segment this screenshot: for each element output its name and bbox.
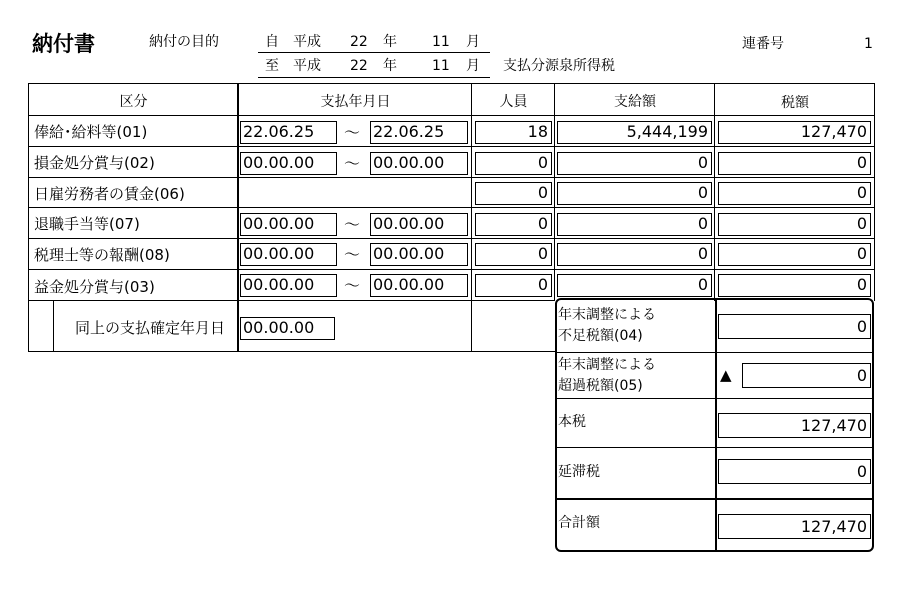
grid-line — [471, 83, 472, 352]
triangle-marker-icon: ▲ — [720, 366, 732, 384]
grid-line — [714, 83, 715, 301]
tax-accountant-tilde: ～ — [344, 245, 361, 264]
header-payment-date: 支払年月日 — [320, 94, 391, 110]
profit-bonus-tax[interactable]: 0 — [718, 274, 871, 297]
deductible-bonus-amount[interactable]: 0 — [557, 152, 712, 175]
retirement-from-date[interactable]: 00.00.00 — [240, 213, 337, 236]
daily-wage-tax[interactable]: 0 — [718, 182, 871, 205]
excess-label-line1: 年末調整による — [558, 357, 656, 373]
header-amount: 支給額 — [614, 94, 656, 110]
header-category: 区分 — [119, 94, 148, 110]
confirm-date-field[interactable]: 00.00.00 — [240, 317, 335, 340]
tax-accountant-from-date[interactable]: 00.00.00 — [240, 243, 337, 266]
summary-row-line — [557, 352, 872, 353]
period-to-label: 至 — [265, 58, 279, 74]
main-tax-label: 本税 — [558, 414, 586, 430]
daily-wage-amount[interactable]: 0 — [557, 182, 712, 205]
deductible-bonus-tilde: ～ — [344, 154, 361, 173]
grid-line — [28, 269, 875, 270]
salary-tilde: ～ — [344, 123, 361, 142]
header-people: 人員 — [499, 94, 528, 110]
row-label-daily-wage: 日雇労務者の賃金(06) — [34, 185, 185, 203]
shortage-label-line2: 不足税額(04) — [558, 328, 643, 344]
shortage-label-line1: 年末調整による — [558, 307, 656, 323]
deductible-bonus-to-date[interactable]: 00.00.00 — [370, 152, 468, 175]
daily-wage-people[interactable]: 0 — [475, 182, 552, 205]
salary-people[interactable]: 18 — [475, 121, 552, 144]
period-to-month-unit: 月 — [466, 58, 480, 74]
retirement-to-date[interactable]: 00.00.00 — [370, 213, 468, 236]
retirement-tilde: ～ — [344, 215, 361, 234]
excess-value[interactable]: 0 — [742, 363, 871, 388]
main-tax-value[interactable]: 127,470 — [718, 413, 871, 438]
tax-accountant-amount[interactable]: 0 — [557, 243, 712, 266]
salary-amount[interactable]: 5,444,199 — [557, 121, 712, 144]
salary-tax[interactable]: 127,470 — [718, 121, 871, 144]
serial-label: 連番号 — [742, 36, 784, 52]
period-from-era: 平成 — [293, 34, 321, 50]
row-label-deductible-bonus: 損金処分賞与(02) — [34, 154, 155, 172]
header-tax: 税額 — [781, 95, 809, 111]
grid-line — [28, 83, 875, 84]
period-from-underline — [258, 52, 490, 53]
retirement-people[interactable]: 0 — [475, 213, 552, 236]
grid-line — [53, 300, 54, 352]
retirement-amount[interactable]: 0 — [557, 213, 712, 236]
late-tax-label: 延滞税 — [558, 464, 600, 480]
tax-accountant-to-date[interactable]: 00.00.00 — [370, 243, 468, 266]
summary-row-line — [557, 398, 872, 399]
deductible-bonus-from-date[interactable]: 00.00.00 — [240, 152, 337, 175]
period-from-label: 自 — [265, 34, 279, 50]
period-from-month-unit: 月 — [466, 34, 480, 50]
serial-value: 1 — [864, 36, 873, 52]
grid-line — [28, 115, 875, 116]
period-from-month: 11 — [432, 34, 450, 50]
row-label-salary: 俸給･給料等(01) — [34, 123, 148, 141]
grid-line — [28, 177, 875, 178]
period-from-year-unit: 年 — [383, 34, 397, 50]
form-title: 納付書 — [32, 32, 95, 56]
tax-accountant-tax[interactable]: 0 — [718, 243, 871, 266]
grid-line — [28, 238, 875, 239]
salary-from-date[interactable]: 22.06.25 — [240, 121, 337, 144]
late-tax-value[interactable]: 0 — [718, 459, 871, 484]
period-to-month: 11 — [432, 58, 450, 74]
tax-accountant-people[interactable]: 0 — [475, 243, 552, 266]
period-to-year: 22 — [350, 58, 368, 74]
row-label-tax-accountant: 税理士等の報酬(08) — [34, 246, 170, 264]
summary-row-line — [557, 498, 872, 500]
period-from-year: 22 — [350, 34, 368, 50]
confirm-date-label: 同上の支払確定年月日 — [75, 319, 226, 337]
grid-line — [237, 83, 239, 352]
deductible-bonus-tax[interactable]: 0 — [718, 152, 871, 175]
profit-bonus-people[interactable]: 0 — [475, 274, 552, 297]
shortage-value[interactable]: 0 — [718, 314, 871, 339]
profit-bonus-amount[interactable]: 0 — [557, 274, 712, 297]
deductible-bonus-people[interactable]: 0 — [475, 152, 552, 175]
total-value[interactable]: 127,470 — [718, 514, 871, 539]
salary-to-date[interactable]: 22.06.25 — [370, 121, 468, 144]
profit-bonus-tilde: ～ — [344, 276, 361, 295]
excess-label-line2: 超過税額(05) — [558, 378, 643, 394]
period-to-underline — [258, 77, 490, 78]
total-label: 合計額 — [558, 515, 600, 531]
grid-line — [28, 146, 875, 147]
profit-bonus-from-date[interactable]: 00.00.00 — [240, 274, 337, 297]
purpose-label: 納付の目的 — [149, 34, 219, 50]
grid-line — [554, 83, 555, 301]
row-label-profit-bonus: 益金処分賞与(03) — [34, 278, 155, 296]
grid-line — [28, 207, 875, 208]
summary-divider — [715, 300, 717, 550]
period-to-era: 平成 — [293, 58, 321, 74]
grid-line — [28, 300, 555, 301]
grid-line — [28, 351, 555, 352]
retirement-tax[interactable]: 0 — [718, 213, 871, 236]
grid-line — [28, 83, 29, 352]
period-to-year-unit: 年 — [383, 58, 397, 74]
profit-bonus-to-date[interactable]: 00.00.00 — [370, 274, 468, 297]
tax-type: 支払分源泉所得税 — [503, 58, 615, 74]
row-label-retirement: 退職手当等(07) — [34, 215, 140, 233]
summary-row-line — [557, 447, 872, 448]
